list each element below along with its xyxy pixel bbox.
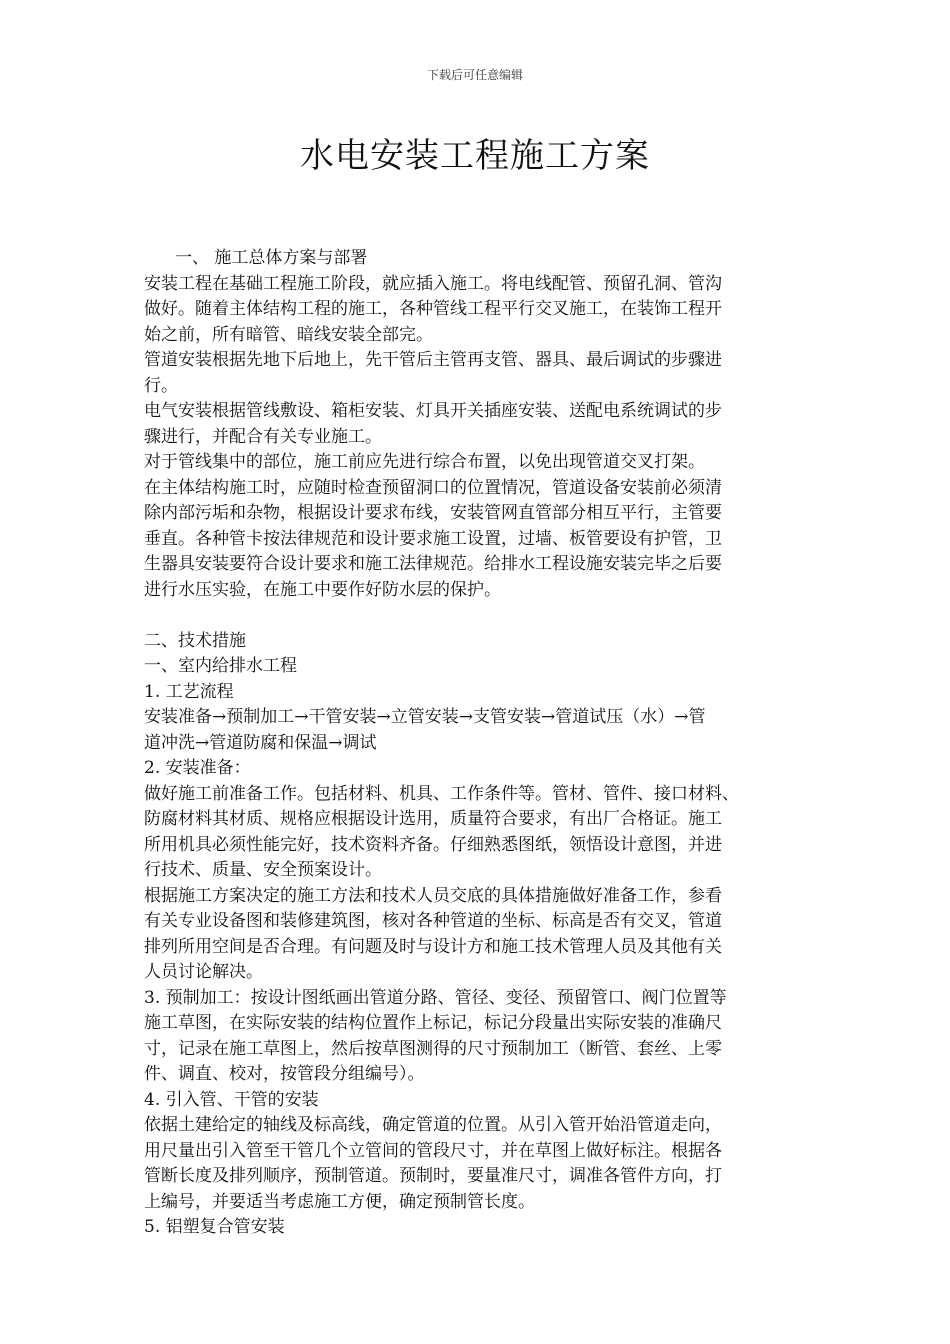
paragraph-line: 有关专业设备图和装修建筑图，核对各种管道的坐标、标高是否有交叉，管道: [144, 911, 722, 931]
paragraph-line: 防腐材料其材质、规格应根据设计选用，质量符合要求，有出厂合格证。施工: [144, 809, 722, 829]
document-body: [144, 246, 810, 1241]
blank-line: [144, 603, 810, 629]
paragraph-line: 依据土建给定的轴线及标高线，确定管道的位置。从引入管开始沿管道走向，: [144, 1115, 722, 1135]
paragraph-line: 道冲洗→管道防腐和保温→调试: [144, 732, 377, 753]
header-note: 下载后可任意编辑: [426, 68, 523, 82]
paragraph-line: 寸，记录在施工草图上，然后按草图测得的尺寸预制加工（断管、套丝、上零: [144, 1038, 722, 1059]
paragraph-line: 对于管线集中的部位，施工前应先进行综合布置，以免出现管道交叉打架。: [144, 452, 705, 472]
item-heading: 4. 引入管、干管的安装: [144, 1089, 319, 1110]
paragraph-line: 垂直。各种管卡按法律规范和设计要求施工设置，过墙、板管要设有护管，卫: [144, 528, 722, 549]
section-heading: 二、技术措施: [144, 630, 246, 651]
document-title: 水电安装工程施工方案: [300, 136, 650, 176]
paragraph-line: 骤进行，并配合有关专业施工。: [144, 426, 382, 447]
subsection-heading: 一、室内给排水工程: [144, 656, 297, 676]
paragraph-line: 行。: [144, 375, 178, 396]
item-heading: 2. 安装准备：: [144, 758, 251, 778]
paragraph-line: 进行水压实验，在施工中要作好防水层的保护。: [144, 579, 501, 600]
paragraph-line: 做好施工前准备工作。包括材料、机具、工作条件等。管材、管件、接口材料、: [144, 783, 739, 804]
paragraph-line: 用尺量出引入管至干管几个立管间的管段尺寸，并在草图上做好标注。根据各: [144, 1140, 722, 1161]
section-heading: 一、 施工总体方案与部署: [175, 248, 368, 268]
item-heading: 1. 工艺流程: [144, 681, 234, 702]
paragraph-line: 电气安装根据管线敷设、箱柜安装、灯具开关插座安装、送配电系统调试的步: [144, 401, 722, 421]
paragraph-line: 3. 预制加工：按设计图纸画出管道分路、管径、变径、预留管口、阀门位置等: [144, 987, 727, 1008]
paragraph-line: 件、调直、校对，按管段分组编号）。: [144, 1064, 425, 1084]
paragraph-line: 安装准备→预制加工→干管安装→立管安装→支管安装→管道试压（水）→管: [144, 707, 706, 727]
paragraph-line: 在主体结构施工时，应随时检查预留洞口的位置情况，管道设备安装前必须清: [144, 477, 722, 498]
paragraph-line: 管断长度及排列顺序，预制管道。预制时，要量准尺寸，调准各管件方向，打: [144, 1166, 722, 1186]
paragraph-line: 所用机具必须性能完好，技术资料齐备。仔细熟悉图纸，领悟设计意图，并进: [144, 834, 722, 855]
paragraph-line: 人员讨论解决。: [144, 962, 263, 982]
paragraph-line: 根据施工方案决定的施工方法和技术人员交底的具体措施做好准备工作，参看: [144, 885, 722, 906]
paragraph-line: 生器具安装要符合设计要求和施工法律规范。给排水工程设施安装完毕之后要: [144, 554, 722, 574]
paragraph-line: 做好。随着主体结构工程的施工，各种管线工程平行交叉施工，在装饰工程开: [144, 299, 722, 319]
paragraph-line: 行技术、质量、安全预案设计。: [144, 860, 382, 880]
paragraph-line: 安装工程在基础工程施工阶段，就应插入施工。将电线配管、预留孔洞、管沟: [144, 273, 722, 294]
item-heading: 5. 铝塑复合管安装: [144, 1217, 285, 1237]
paragraph-line: 上编号，并要适当考虑施工方便，确定预制管长度。: [144, 1191, 535, 1212]
paragraph-line: 管道安装根据先地下后地上，先干管后主管再支管、器具、最后调试的步骤进: [144, 350, 722, 370]
paragraph-line: 排列所用空间是否合理。有问题及时与设计方和施工技术管理人员及其他有关: [144, 936, 722, 957]
paragraph-line: 除内部污垢和杂物，根据设计要求布线，安装管网直管部分相互平行，主管要: [144, 503, 722, 523]
paragraph-line: 始之前，所有暗管、暗线安装全部完。: [144, 324, 433, 345]
paragraph-line: 施工草图，在实际安装的结构位置作上标记，标记分段量出实际安装的准确尺: [144, 1013, 722, 1033]
